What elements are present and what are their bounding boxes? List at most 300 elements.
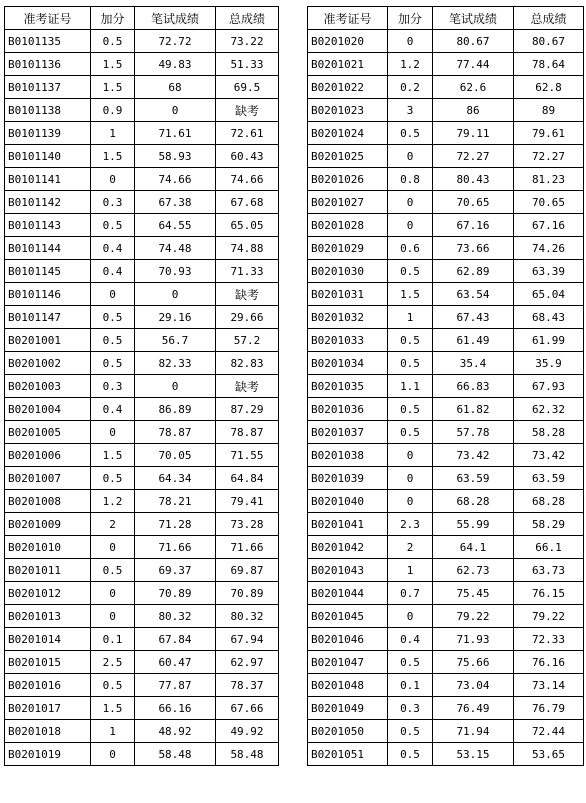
table-row [308, 375, 584, 398]
bonus-cell: 0.5 [388, 352, 433, 375]
table-header [5, 7, 279, 30]
table-row [308, 53, 584, 76]
total-score-cell: 78.87 [216, 421, 279, 444]
total-score-cell: 69.87 [216, 559, 279, 582]
written-score-cell: 0 [135, 375, 216, 398]
table-row [308, 444, 584, 467]
written-score-cell: 0 [135, 283, 216, 306]
total-score-cell: 73.14 [514, 674, 584, 697]
bonus-cell: 2 [388, 536, 433, 559]
total-score-cell: 51.33 [216, 53, 279, 76]
written-score-cell: 63.54 [433, 283, 514, 306]
total-score-cell: 64.84 [216, 467, 279, 490]
exam-id-cell: B0201029 [308, 237, 388, 260]
bonus-cell: 0 [91, 421, 135, 444]
table-row [5, 605, 279, 628]
exam-id-cell: B0201013 [5, 605, 91, 628]
total-score-cell: 63.59 [514, 467, 584, 490]
header-bonus: 加分 [388, 7, 433, 30]
written-score-cell: 67.43 [433, 306, 514, 329]
total-score-cell: 69.5 [216, 76, 279, 99]
total-score-cell: 80.67 [514, 30, 584, 53]
total-score-cell: 87.29 [216, 398, 279, 421]
exam-id-cell: B0201008 [5, 490, 91, 513]
total-score-cell: 73.42 [514, 444, 584, 467]
exam-id-cell: B0201030 [308, 260, 388, 283]
written-score-cell: 64.55 [135, 214, 216, 237]
total-score-cell: 72.33 [514, 628, 584, 651]
total-score-cell: 74.26 [514, 237, 584, 260]
bonus-cell: 0.5 [91, 467, 135, 490]
exam-id-cell: B0201009 [5, 513, 91, 536]
total-score-cell: 62.32 [514, 398, 584, 421]
bonus-cell: 0 [388, 605, 433, 628]
total-score-cell: 49.92 [216, 720, 279, 743]
bonus-cell: 2.3 [388, 513, 433, 536]
table-row [5, 398, 279, 421]
table-row [308, 421, 584, 444]
bonus-cell: 0 [91, 743, 135, 766]
exam-id-cell: B0101136 [5, 53, 91, 76]
written-score-cell: 62.73 [433, 559, 514, 582]
header-exam-id: 准考证号 [5, 7, 91, 30]
exam-id-cell: B0201025 [308, 145, 388, 168]
total-score-cell: 35.9 [514, 352, 584, 375]
written-score-cell: 77.87 [135, 674, 216, 697]
exam-id-cell: B0201034 [308, 352, 388, 375]
written-score-cell: 71.94 [433, 720, 514, 743]
table-row [5, 352, 279, 375]
bonus-cell: 0.5 [388, 651, 433, 674]
table-row [5, 467, 279, 490]
exam-id-cell: B0201039 [308, 467, 388, 490]
bonus-cell: 0.5 [91, 352, 135, 375]
exam-id-cell: B0201032 [308, 306, 388, 329]
table-row [5, 260, 279, 283]
bonus-cell: 0.5 [91, 329, 135, 352]
table-row [308, 260, 584, 283]
bonus-cell: 0.4 [91, 237, 135, 260]
exam-id-cell: B0201010 [5, 536, 91, 559]
written-score-cell: 68.28 [433, 490, 514, 513]
header-total-score: 总成绩 [514, 7, 584, 30]
total-score-cell: 82.83 [216, 352, 279, 375]
total-score-cell: 71.33 [216, 260, 279, 283]
total-score-cell: 65.04 [514, 283, 584, 306]
exam-id-cell: B0201048 [308, 674, 388, 697]
table-header [308, 7, 584, 30]
bonus-cell: 0.5 [388, 743, 433, 766]
exam-id-cell: B0201012 [5, 582, 91, 605]
written-score-cell: 35.4 [433, 352, 514, 375]
table-row [308, 743, 584, 766]
table-row [308, 697, 584, 720]
bonus-cell: 0.3 [91, 191, 135, 214]
table-row [308, 536, 584, 559]
table-row [308, 122, 584, 145]
table-row [308, 559, 584, 582]
total-score-cell: 72.44 [514, 720, 584, 743]
exam-id-cell: B0201044 [308, 582, 388, 605]
table-row [308, 467, 584, 490]
written-score-cell: 71.28 [135, 513, 216, 536]
bonus-cell: 0.7 [388, 582, 433, 605]
total-score-cell: 58.29 [514, 513, 584, 536]
table-row [308, 651, 584, 674]
bonus-cell: 1.2 [91, 490, 135, 513]
exam-id-cell: B0201003 [5, 375, 91, 398]
exam-id-cell: B0201019 [5, 743, 91, 766]
total-score-cell: 73.28 [216, 513, 279, 536]
exam-id-cell: B0201001 [5, 329, 91, 352]
bonus-cell: 0.1 [388, 674, 433, 697]
written-score-cell: 58.48 [135, 743, 216, 766]
written-score-cell: 78.21 [135, 490, 216, 513]
score-table-right [307, 6, 584, 766]
written-score-cell: 61.49 [433, 329, 514, 352]
written-score-cell: 48.92 [135, 720, 216, 743]
table-row [5, 743, 279, 766]
bonus-cell: 0 [91, 168, 135, 191]
total-score-cell: 78.37 [216, 674, 279, 697]
table-body-left [5, 30, 279, 766]
total-score-cell: 74.88 [216, 237, 279, 260]
exam-id-cell: B0201002 [5, 352, 91, 375]
total-score-cell: 68.43 [514, 306, 584, 329]
bonus-cell: 0 [388, 214, 433, 237]
written-score-cell: 70.65 [433, 191, 514, 214]
exam-id-cell: B0101143 [5, 214, 91, 237]
exam-id-cell: B0201045 [308, 605, 388, 628]
written-score-cell: 55.99 [433, 513, 514, 536]
bonus-cell: 0 [91, 283, 135, 306]
bonus-cell: 0.5 [91, 30, 135, 53]
exam-id-cell: B0201007 [5, 467, 91, 490]
written-score-cell: 67.38 [135, 191, 216, 214]
exam-id-cell: B0201036 [308, 398, 388, 421]
table-row [5, 628, 279, 651]
table-row [308, 398, 584, 421]
table-row [5, 283, 279, 306]
bonus-cell: 0 [388, 444, 433, 467]
exam-id-cell: B0101140 [5, 145, 91, 168]
exam-id-cell: B0201020 [308, 30, 388, 53]
written-score-cell: 72.72 [135, 30, 216, 53]
written-score-cell: 29.16 [135, 306, 216, 329]
written-score-cell: 80.32 [135, 605, 216, 628]
bonus-cell: 2.5 [91, 651, 135, 674]
exam-id-cell: B0101135 [5, 30, 91, 53]
written-score-cell: 67.84 [135, 628, 216, 651]
total-score-cell: 76.79 [514, 697, 584, 720]
table-row [5, 697, 279, 720]
score-table-left [4, 6, 279, 766]
written-score-cell: 62.6 [433, 76, 514, 99]
written-score-cell: 66.16 [135, 697, 216, 720]
bonus-cell: 1.2 [388, 53, 433, 76]
total-score-cell: 71.66 [216, 536, 279, 559]
exam-id-cell: B0201038 [308, 444, 388, 467]
total-score-cell: 79.61 [514, 122, 584, 145]
table-row [5, 444, 279, 467]
exam-id-cell: B0201016 [5, 674, 91, 697]
bonus-cell: 0 [388, 191, 433, 214]
exam-id-cell: B0201037 [308, 421, 388, 444]
bonus-cell: 0 [388, 30, 433, 53]
exam-id-cell: B0201027 [308, 191, 388, 214]
total-score-cell: 68.28 [514, 490, 584, 513]
exam-id-cell: B0201026 [308, 168, 388, 191]
written-score-cell: 73.42 [433, 444, 514, 467]
total-score-cell: 80.32 [216, 605, 279, 628]
total-score-cell: 78.64 [514, 53, 584, 76]
table-row [308, 99, 584, 122]
total-score-cell: 63.39 [514, 260, 584, 283]
total-score-cell: 76.15 [514, 582, 584, 605]
exam-id-cell: B0101145 [5, 260, 91, 283]
table-row [5, 329, 279, 352]
exam-id-cell: B0201023 [308, 99, 388, 122]
table-row [308, 582, 584, 605]
exam-id-cell: B0201022 [308, 76, 388, 99]
exam-id-cell: B0201018 [5, 720, 91, 743]
exam-id-cell: B0101144 [5, 237, 91, 260]
written-score-cell: 56.7 [135, 329, 216, 352]
written-score-cell: 60.47 [135, 651, 216, 674]
table-row [5, 490, 279, 513]
total-score-cell: 缺考 [216, 283, 279, 306]
bonus-cell: 1 [91, 122, 135, 145]
exam-id-cell: B0101146 [5, 283, 91, 306]
bonus-cell: 0.4 [91, 260, 135, 283]
table-row [308, 283, 584, 306]
table-row [308, 674, 584, 697]
exam-id-cell: B0201050 [308, 720, 388, 743]
table-row [308, 214, 584, 237]
written-score-cell: 78.87 [135, 421, 216, 444]
bonus-cell: 0.2 [388, 76, 433, 99]
table-row [5, 674, 279, 697]
total-score-cell: 81.23 [514, 168, 584, 191]
bonus-cell: 1 [388, 306, 433, 329]
bonus-cell: 0.9 [91, 99, 135, 122]
header-written-score: 笔试成绩 [433, 7, 514, 30]
bonus-cell: 0.8 [388, 168, 433, 191]
total-score-cell: 73.22 [216, 30, 279, 53]
table-row [308, 720, 584, 743]
bonus-cell: 0.5 [388, 720, 433, 743]
written-score-cell: 74.66 [135, 168, 216, 191]
written-score-cell: 79.11 [433, 122, 514, 145]
bonus-cell: 0.5 [388, 398, 433, 421]
table-row [5, 582, 279, 605]
written-score-cell: 71.66 [135, 536, 216, 559]
written-score-cell: 66.83 [433, 375, 514, 398]
written-score-cell: 75.45 [433, 582, 514, 605]
total-score-cell: 67.66 [216, 697, 279, 720]
written-score-cell: 69.37 [135, 559, 216, 582]
bonus-cell: 0.4 [388, 628, 433, 651]
bonus-cell: 0 [91, 605, 135, 628]
table-row [5, 168, 279, 191]
header-bonus: 加分 [91, 7, 135, 30]
total-score-cell: 53.65 [514, 743, 584, 766]
written-score-cell: 72.27 [433, 145, 514, 168]
total-score-cell: 76.16 [514, 651, 584, 674]
written-score-cell: 86 [433, 99, 514, 122]
table-row [5, 536, 279, 559]
written-score-cell: 76.49 [433, 697, 514, 720]
header-exam-id: 准考证号 [308, 7, 388, 30]
total-score-cell: 58.28 [514, 421, 584, 444]
exam-id-cell: B0201015 [5, 651, 91, 674]
table-row [5, 145, 279, 168]
table-row [308, 490, 584, 513]
bonus-cell: 0.3 [91, 375, 135, 398]
exam-id-cell: B0201011 [5, 559, 91, 582]
bonus-cell: 3 [388, 99, 433, 122]
written-score-cell: 67.16 [433, 214, 514, 237]
bonus-cell: 0 [388, 467, 433, 490]
bonus-cell: 0 [388, 145, 433, 168]
bonus-cell: 0 [388, 490, 433, 513]
written-score-cell: 86.89 [135, 398, 216, 421]
bonus-cell: 1.5 [91, 76, 135, 99]
bonus-cell: 0.5 [388, 260, 433, 283]
exam-id-cell: B0101138 [5, 99, 91, 122]
total-score-cell: 57.2 [216, 329, 279, 352]
exam-id-cell: B0201028 [308, 214, 388, 237]
table-row [5, 559, 279, 582]
bonus-cell: 0.5 [388, 421, 433, 444]
written-score-cell: 49.83 [135, 53, 216, 76]
table-row [5, 76, 279, 99]
written-score-cell: 61.82 [433, 398, 514, 421]
exam-id-cell: B0201043 [308, 559, 388, 582]
written-score-cell: 53.15 [433, 743, 514, 766]
written-score-cell: 70.93 [135, 260, 216, 283]
written-score-cell: 64.34 [135, 467, 216, 490]
total-score-cell: 79.22 [514, 605, 584, 628]
exam-id-cell: B0201021 [308, 53, 388, 76]
written-score-cell: 63.59 [433, 467, 514, 490]
bonus-cell: 1.5 [388, 283, 433, 306]
table-row [308, 168, 584, 191]
written-score-cell: 58.93 [135, 145, 216, 168]
written-score-cell: 80.67 [433, 30, 514, 53]
table-row [308, 605, 584, 628]
table-row [5, 720, 279, 743]
table-row [308, 513, 584, 536]
exam-id-cell: B0101141 [5, 168, 91, 191]
bonus-cell: 0.6 [388, 237, 433, 260]
exam-id-cell: B0201005 [5, 421, 91, 444]
bonus-cell: 1.5 [91, 145, 135, 168]
table-row [5, 513, 279, 536]
exam-id-cell: B0101139 [5, 122, 91, 145]
table-row [308, 191, 584, 214]
bonus-cell: 0.5 [388, 122, 433, 145]
written-score-cell: 82.33 [135, 352, 216, 375]
written-score-cell: 0 [135, 99, 216, 122]
exam-id-cell: B0201035 [308, 375, 388, 398]
header-written-score: 笔试成绩 [135, 7, 216, 30]
exam-id-cell: B0201031 [308, 283, 388, 306]
written-score-cell: 74.48 [135, 237, 216, 260]
total-score-cell: 67.94 [216, 628, 279, 651]
bonus-cell: 1.5 [91, 444, 135, 467]
total-score-cell: 70.65 [514, 191, 584, 214]
bonus-cell: 0 [91, 582, 135, 605]
table-row [308, 145, 584, 168]
written-score-cell: 73.04 [433, 674, 514, 697]
table-row [308, 329, 584, 352]
table-row [5, 122, 279, 145]
table-row [5, 375, 279, 398]
total-score-cell: 缺考 [216, 99, 279, 122]
total-score-cell: 72.61 [216, 122, 279, 145]
exam-id-cell: B0201014 [5, 628, 91, 651]
table-row [5, 237, 279, 260]
exam-id-cell: B0201046 [308, 628, 388, 651]
exam-id-cell: B0201040 [308, 490, 388, 513]
exam-id-cell: B0201047 [308, 651, 388, 674]
written-score-cell: 71.61 [135, 122, 216, 145]
total-score-cell: 62.8 [514, 76, 584, 99]
total-score-cell: 58.48 [216, 743, 279, 766]
exam-id-cell: B0101137 [5, 76, 91, 99]
total-score-cell: 67.68 [216, 191, 279, 214]
exam-id-cell: B0201033 [308, 329, 388, 352]
total-score-cell: 66.1 [514, 536, 584, 559]
total-score-cell: 62.97 [216, 651, 279, 674]
exam-id-cell: B0101147 [5, 306, 91, 329]
exam-id-cell: B0201006 [5, 444, 91, 467]
written-score-cell: 80.43 [433, 168, 514, 191]
exam-id-cell: B0201049 [308, 697, 388, 720]
table-row [5, 53, 279, 76]
exam-id-cell: B0201004 [5, 398, 91, 421]
total-score-cell: 71.55 [216, 444, 279, 467]
table-row [5, 99, 279, 122]
table-row [5, 651, 279, 674]
total-score-cell: 缺考 [216, 375, 279, 398]
bonus-cell: 0.5 [91, 674, 135, 697]
bonus-cell: 0 [91, 536, 135, 559]
bonus-cell: 0.1 [91, 628, 135, 651]
table-row [308, 237, 584, 260]
total-score-cell: 61.99 [514, 329, 584, 352]
table-row [308, 30, 584, 53]
bonus-cell: 1.5 [91, 697, 135, 720]
written-score-cell: 70.89 [135, 582, 216, 605]
table-body-right [308, 30, 584, 766]
total-score-cell: 60.43 [216, 145, 279, 168]
total-score-cell: 65.05 [216, 214, 279, 237]
exam-id-cell: B0201024 [308, 122, 388, 145]
table-row [308, 352, 584, 375]
written-score-cell: 64.1 [433, 536, 514, 559]
exam-id-cell: B0201041 [308, 513, 388, 536]
bonus-cell: 1.5 [91, 53, 135, 76]
written-score-cell: 71.93 [433, 628, 514, 651]
written-score-cell: 62.89 [433, 260, 514, 283]
bonus-cell: 0.5 [91, 306, 135, 329]
table-row [5, 191, 279, 214]
table-row [308, 628, 584, 651]
total-score-cell: 63.73 [514, 559, 584, 582]
written-score-cell: 68 [135, 76, 216, 99]
